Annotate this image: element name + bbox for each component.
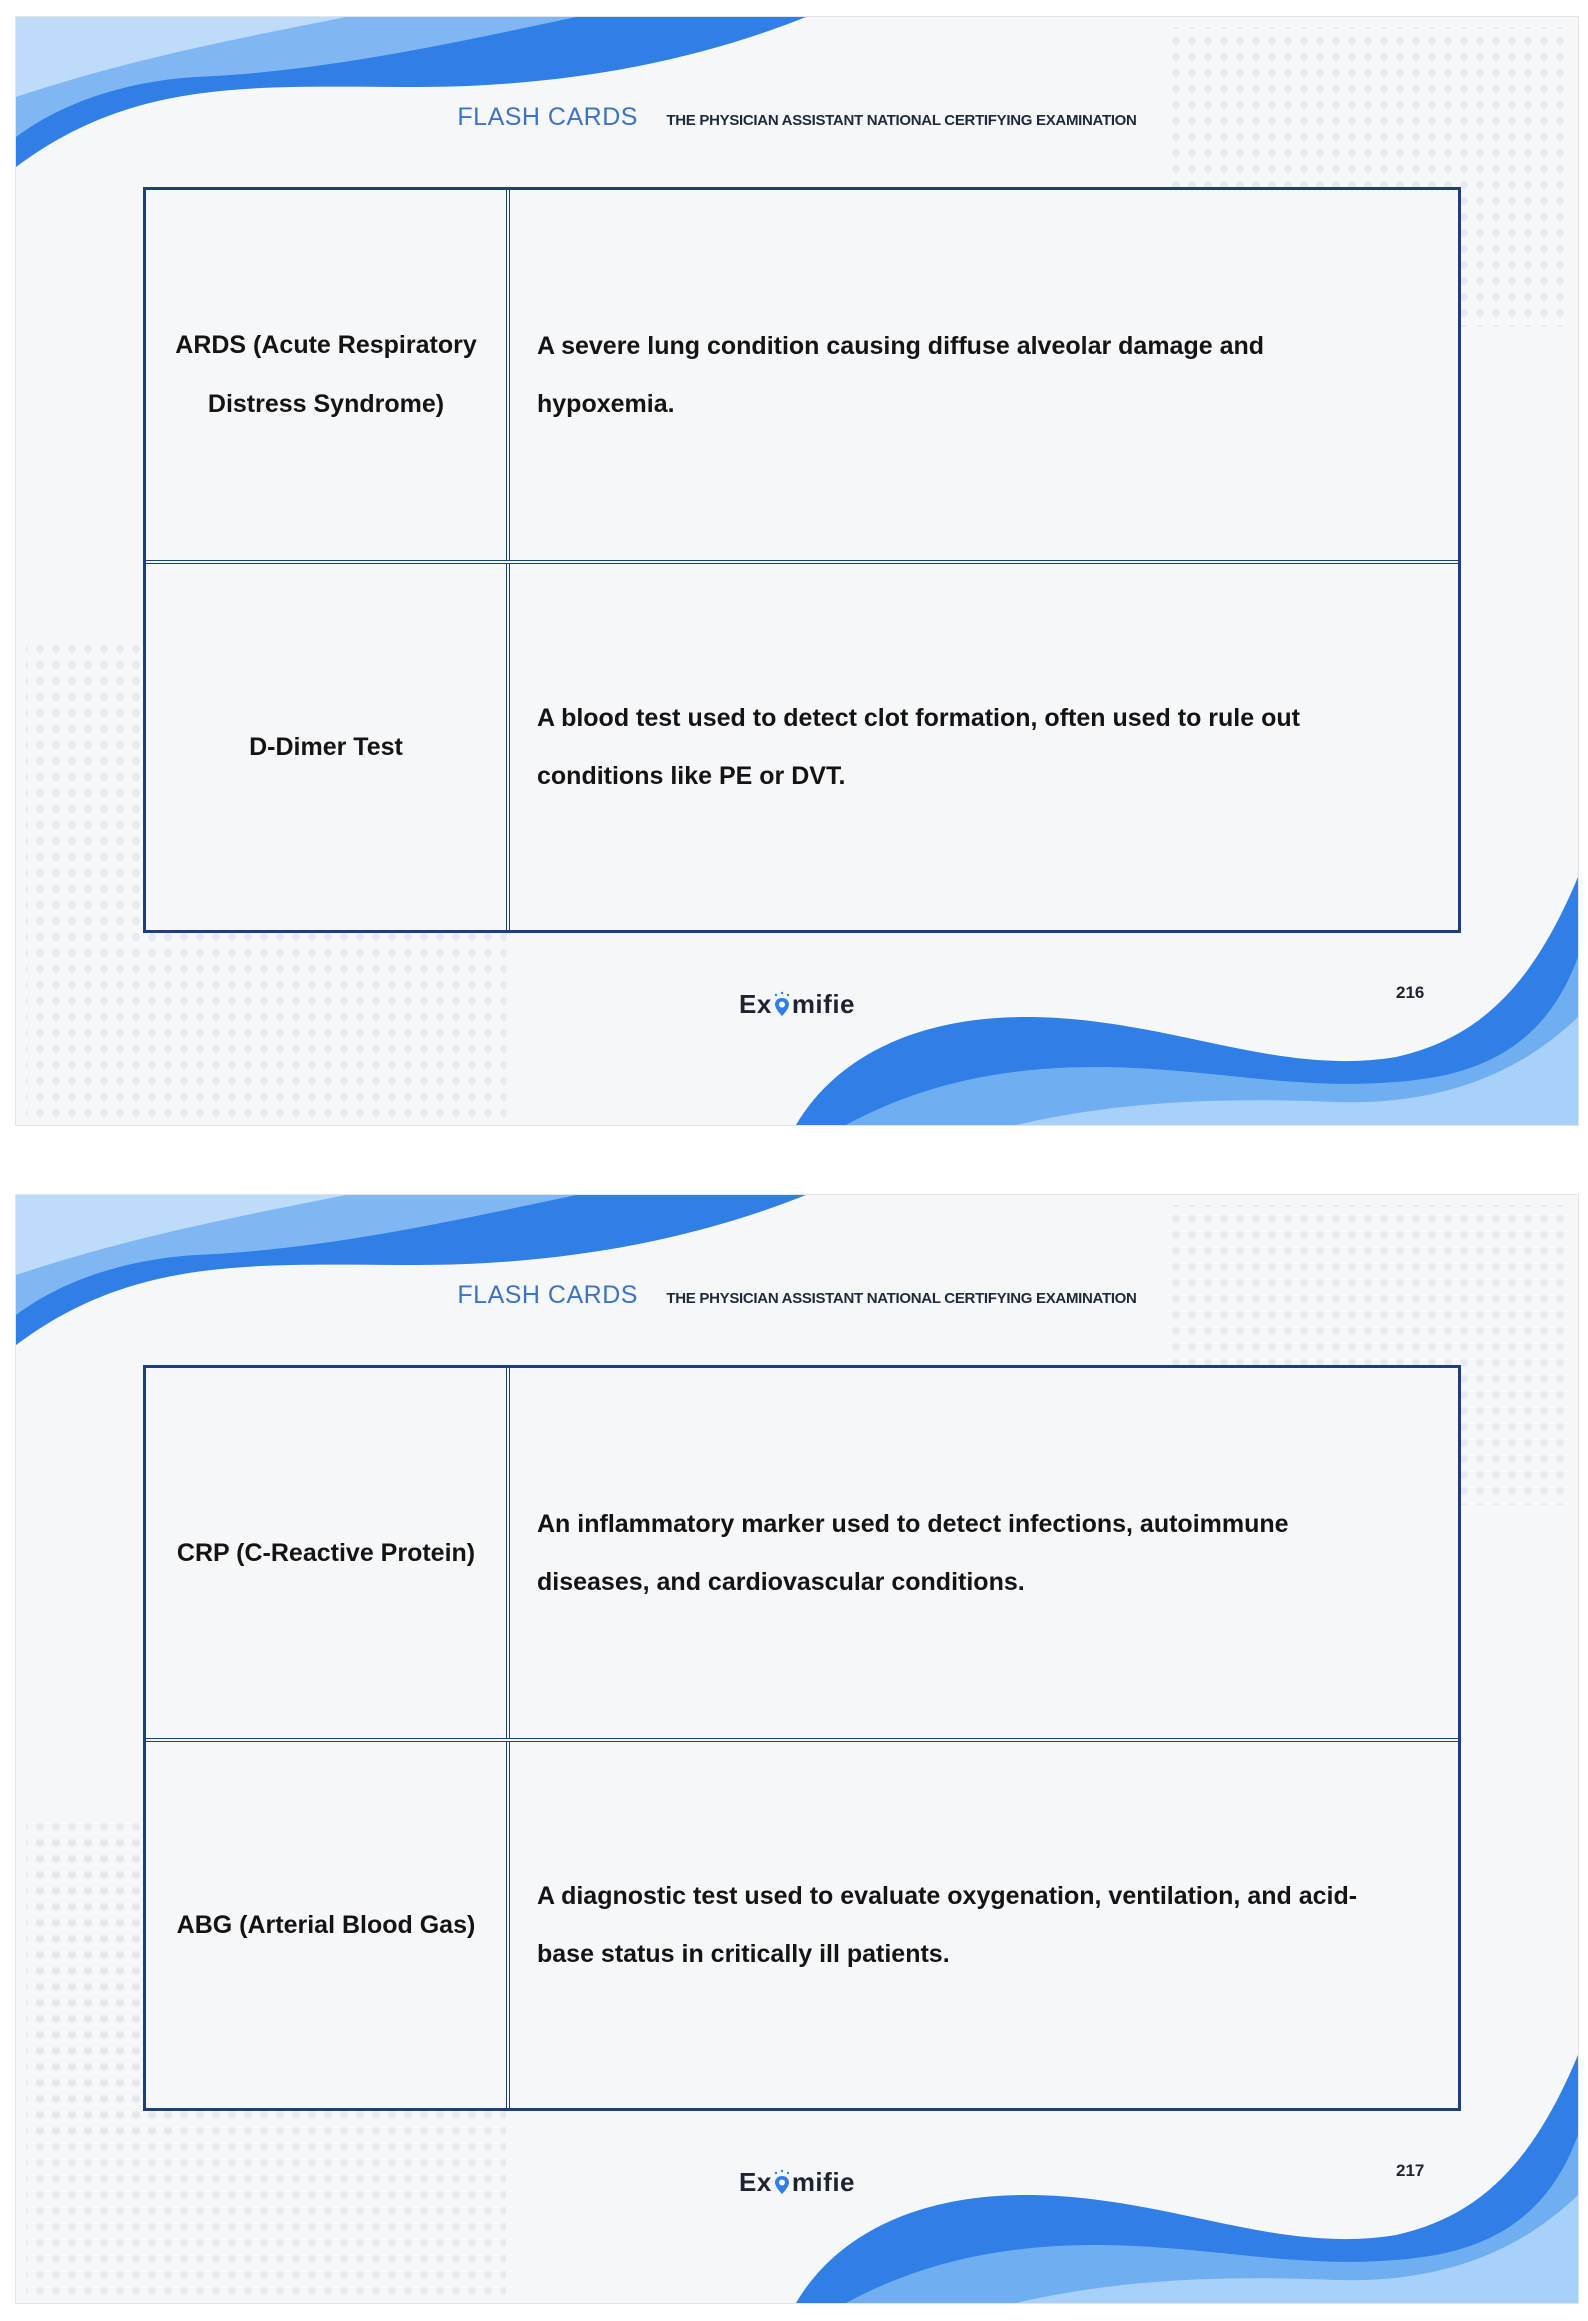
logo-suffix: mifie <box>791 989 855 1019</box>
location-pin-icon <box>773 2169 791 2195</box>
page-header <box>16 103 1578 143</box>
flash-card-row <box>146 1368 1458 1738</box>
logo-prefix: Ex <box>739 989 772 1019</box>
header-title: FLASH CARDS <box>457 1281 638 1309</box>
card-term: ARDS (Acute Respiratory Distress Syndrome) <box>146 190 510 560</box>
card-definition: A diagnostic test used to evaluate oxygenation, ventilation, and acid-base status in critically ill patients. <box>537 1882 1358 1968</box>
document-page <box>15 1194 1579 2304</box>
header-subtitle: THE PHYSICIAN ASSISTANT NATIONAL CERTIFYING EXAMINATION <box>666 1290 1137 1307</box>
card-definition: A blood test used to detect clot formation, often used to rule out conditions like PE or DVT. <box>537 704 1300 790</box>
flash-card-row <box>146 190 1458 560</box>
card-definition: A severe lung condition causing diffuse alveolar damage and hypoxemia. <box>537 332 1265 418</box>
page-number: 217 <box>1396 2161 1425 2180</box>
flash-card-row <box>146 1738 1458 2108</box>
card-term: ABG (Arterial Blood Gas) <box>146 1742 510 2108</box>
header-subtitle: THE PHYSICIAN ASSISTANT NATIONAL CERTIFYING EXAMINATION <box>666 112 1137 129</box>
page-header <box>16 1281 1578 1321</box>
document-page <box>15 16 1579 1126</box>
flash-card-table <box>143 1365 1461 2111</box>
logo-suffix: mifie <box>791 2167 855 2197</box>
brand-logo <box>16 2167 1578 2198</box>
card-term: CRP (C-Reactive Protein) <box>146 1368 510 1738</box>
brand-logo <box>16 989 1578 1020</box>
page-number: 216 <box>1396 983 1425 1002</box>
logo-prefix: Ex <box>739 2167 772 2197</box>
card-definition: An inflammatory marker used to detect infections, autoimmune diseases, and cardiovascular conditions. <box>537 1510 1289 1596</box>
card-term: D-Dimer Test <box>146 564 510 930</box>
flash-card-table <box>143 187 1461 933</box>
location-pin-icon <box>773 991 791 1017</box>
flash-card-row <box>146 560 1458 930</box>
header-title: FLASH CARDS <box>457 103 638 131</box>
